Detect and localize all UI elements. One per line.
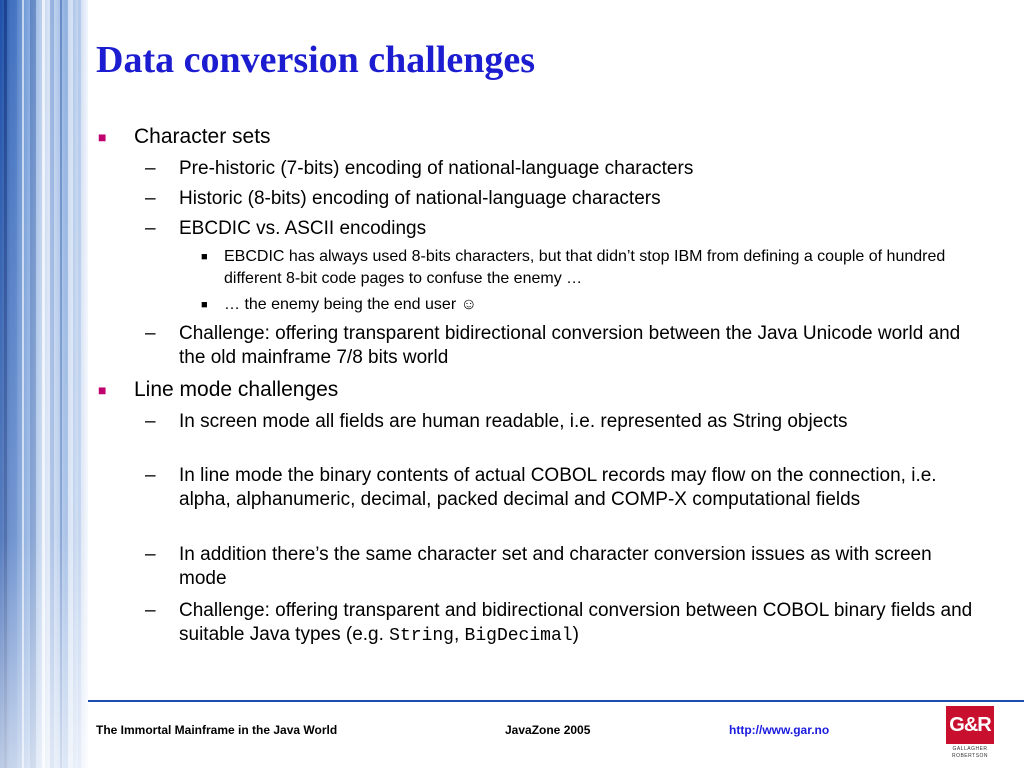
code-string: String [389,626,454,646]
bullet-text: Character sets [134,125,271,148]
slide-title: Data conversion challenges [96,39,536,81]
bullet-text: EBCDIC vs. ASCII encodings [179,218,427,239]
sub-bullet-charset-issues [145,543,979,591]
dash-bullet-icon: – [145,158,156,179]
code-separator: , [453,624,465,645]
bullet-text: … the enemy being the end user ☺ [224,296,477,313]
dash-bullet-icon: – [145,323,156,344]
square-bullet-icon: ■ [98,129,107,145]
dash-bullet-icon: – [145,188,156,209]
footer-website-link[interactable]: http://www.gar.no [729,723,830,737]
dash-bullet-icon: – [145,411,156,432]
footer-presentation-title: The Immortal Mainframe in the Java World [96,723,338,737]
dash-bullet-icon: – [145,544,156,565]
bullet-character-sets [98,125,994,149]
code-bigdecimal: BigDecimal [464,626,573,646]
bullet-text: In addition there’s the same character set and character conversion issues as with screen mode [179,544,932,589]
footer-event-name: JavaZone 2005 [505,723,591,737]
sub-bullet-prehistoric [145,157,979,181]
bullet-line-mode [98,378,994,402]
bullet-text: EBCDIC has always used 8-bits characters, but that didn’t stop IBM from defining a couple of hundred different 8-bit code pages to confuse the enemy … [224,248,946,287]
square-bullet-icon: ■ [201,251,208,263]
sub-bullet-cobol-challenge [145,599,979,648]
challenge-text-suffix: ) [572,624,579,645]
gallagher-robertson-logo [946,706,994,762]
sub-bullet-unicode-challenge [145,322,979,370]
bullet-text [179,599,979,648]
bullet-text: In screen mode all fields are human readable, i.e. represented as String objects [179,411,848,432]
square-bullet-icon: ■ [201,299,208,311]
footer-divider [88,700,1024,702]
sub-sub-bullet-code-pages [201,246,969,290]
bullet-text: In line mode the binary contents of actual COBOL records may flow on the connection, i.e. alpha, alphanumeric, decimal, packed decimal and COMP-X computational fields [179,465,937,510]
bullet-text: Challenge: offering transparent bidirectional conversion between the Java Unicode world and the old mainframe 7/8 bits world [179,323,961,368]
challenge-text-prefix: Challenge: offering transparent and bidirectional conversion between COBOL binary fields and suitable Java types (e.g. [179,600,973,645]
dash-bullet-icon: – [145,600,156,621]
sub-bullet-historic [145,187,979,211]
sub-bullet-screen-mode [145,410,979,434]
square-bullet-icon: ■ [98,382,107,398]
bullet-text: Historic (8-bits) encoding of national-language characters [179,188,661,209]
sub-bullet-ebcdic-ascii [145,217,979,241]
decorative-side-band [0,0,88,768]
side-band-graphic [0,0,88,768]
sub-bullet-line-mode-binary [145,464,979,512]
logo-mark: G&R [946,706,994,744]
sub-sub-bullet-end-user [201,294,969,316]
bullet-text: Line mode challenges [134,378,339,401]
bullet-text: Pre-historic (7-bits) encoding of national-language characters [179,158,694,179]
logo-wordmark: GALLAGHER ROBERTSON [951,746,989,759]
dash-bullet-icon: – [145,465,156,486]
dash-bullet-icon: – [145,218,156,239]
